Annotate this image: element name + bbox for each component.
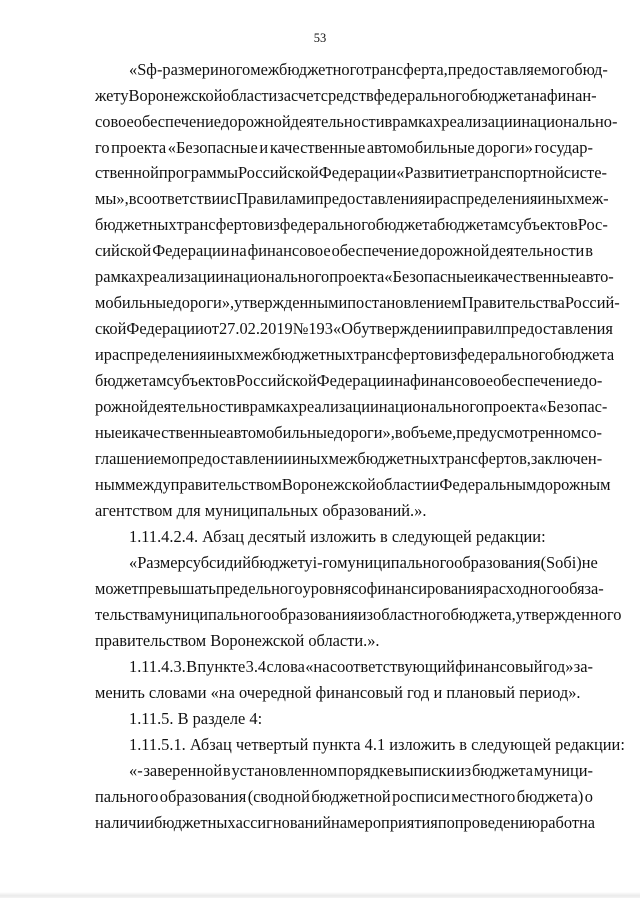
text-line: бюджетам субъектов Российской Федерации на финансовое обеспечение до- bbox=[95, 371, 603, 390]
text-line: наличии бюджетных ассигнований на мероприятия по проведению работ на bbox=[95, 813, 596, 832]
text-line: 1.11.4.2.4. Абзац десятый изложить в следующей редакции: bbox=[129, 527, 546, 546]
text-line: бюджетных трансфертов из федерального бюджета бюджетам субъектов Рос- bbox=[95, 215, 608, 234]
text-line: сийской Федерации на финансовое обеспечение дорожной деятельности в bbox=[95, 241, 593, 260]
text-line: агентством для муниципальных образований.». bbox=[95, 501, 427, 520]
text-line: 1.11.5. В разделе 4: bbox=[129, 709, 263, 728]
text-line: менить словами «на очередной финансовый год и плановый период». bbox=[95, 683, 581, 702]
text-line: 1.11.4.3. В пункте 3.4 слова «на соответствующий финансовый год» за- bbox=[129, 657, 593, 676]
text-line: совое обеспечение дорожной деятельности в рамках реализации национально- bbox=[95, 112, 618, 131]
text-line: «Sф - размер иного межбюджетного трансферта, предоставляемого бюд- bbox=[129, 60, 608, 79]
text-line: ные и качественные автомобильные дороги», в объеме, предусмотренном со- bbox=[95, 423, 602, 442]
text-line: жету Воронежской области за счет средств федерального бюджета на финан- bbox=[95, 86, 597, 105]
text-line: мобильные дороги», утвержденными постановлением Правительства Россий- bbox=[95, 293, 620, 312]
text-line: правительством Воронежской области.». bbox=[95, 631, 380, 650]
text-line: го проекта «Безопасные и качественные автомобильные дороги» государ- bbox=[95, 138, 593, 157]
text-line: ственной программы Российской Федерации «Развитие транспортной систе- bbox=[95, 163, 607, 182]
text-line: «- заверенной в установленном порядке выписки из бюджета муници- bbox=[129, 761, 593, 780]
text-line: «Размер субсидий бюджету i-го муниципального образования (Sобi) не bbox=[129, 553, 598, 572]
text-line: ным между правительством Воронежской области и Федеральным дорожным bbox=[95, 475, 611, 494]
text-line: глашением о предоставлении иных межбюджетных трансфертов, заключен- bbox=[95, 449, 603, 468]
text-line: тельства муниципального образования из областного бюджета, утвержденного bbox=[95, 605, 622, 624]
text-line: 1.11.5.1. Абзац четвертый пункта 4.1 изложить в следующей редакции: bbox=[129, 735, 625, 754]
text-line: ской Федерации от 27.02.2019 № 193 «Об утверждении правил предоставления bbox=[95, 319, 613, 338]
text-line: мы», в соответствии с Правилами предоставления и распределения иных меж- bbox=[95, 189, 609, 208]
scan-bottom-edge bbox=[0, 892, 640, 898]
text-line: пального образования (сводной бюджетной росписи местного бюджета) о bbox=[95, 787, 593, 806]
text-line: рожной деятельности в рамках реализации национального проекта «Безопас- bbox=[95, 397, 608, 416]
text-line: и распределения иных межбюджетных трансфертов из федерального бюджета bbox=[95, 345, 615, 364]
text-line: рамках реализации национального проекта «Безопасные и качественные авто- bbox=[95, 267, 614, 286]
page-number: 53 bbox=[313, 31, 327, 45]
text-line: может превышать предельного уровня софинансирования расходного обяза- bbox=[95, 579, 604, 598]
